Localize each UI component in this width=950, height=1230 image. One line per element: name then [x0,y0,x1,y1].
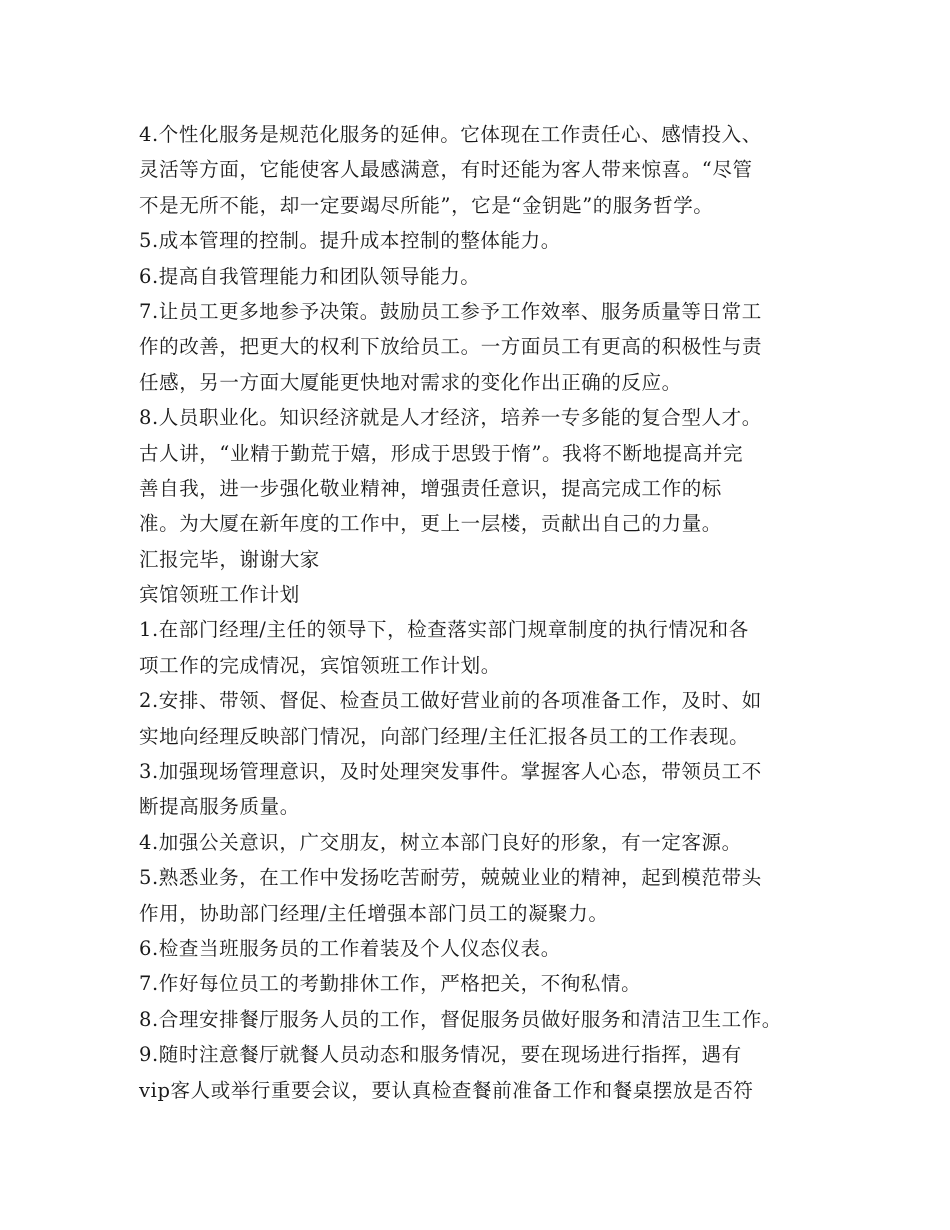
text-line: 4.个性化服务是规范化服务的延伸。它体现在工作责任心、感情投入、 [139,123,762,146]
text-line: 8.合理安排餐厅服务人员的工作，督促服务员做好服务和清洁卫生工作。 [139,1007,782,1031]
text-line: 6.提高自我管理能力和团队领导能力。 [139,264,481,288]
text-line: 6.检查当班服务员的工作着装及个人仪态仪表。 [139,936,561,960]
text-line: 4.加强公关意识，广交朋友，树立本部门良好的形象，有一定客源。 [139,830,742,854]
text-line: 3.加强现场管理意识，及时处理突发事件。掌握客人心态，带领员工不 [139,760,762,784]
text-line: 7.让员工更多地参予决策。鼓励员工参予工作效率、服务质量等日常工 [139,299,762,323]
text-line: 1.在部门经理/主任的领导下，检查落实部门规章制度的执行情况和各 [139,618,749,642]
text-line: 断提高服务质量。 [139,795,300,819]
text-line: 任感，另一方面大厦能更快地对需求的变化作出正确的反应。 [139,370,682,394]
text-line: 汇报完毕，谢谢大家 [139,547,320,571]
text-line: 项工作的完成情况，宾馆领班工作计划。 [139,653,501,677]
text-line: vip客人或举行重要会议，要认真检查餐前准备工作和餐桌摆放是否符 [139,1078,754,1102]
section-title: 宾馆领班工作计划 [139,583,300,607]
text-line: 2.安排、带领、督促、检查员工做好营业前的各项准备工作，及时、如 [139,689,762,713]
text-line: 灵活等方面，它能使客人最感满意，有时还能为客人带来惊喜。“尽管 [139,158,753,182]
text-line: 5.熟悉业务，在工作中发扬吃苦耐劳，兢兢业业的精神，起到模范带头 [139,866,762,890]
text-line: 作的改善，把更大的权利下放给员工。一方面员工有更高的积极性与责 [139,335,763,359]
document-page [139,117,829,1108]
text-line: 不是无所不能，却一定要竭尽所能”，它是“金钥匙”的服务哲学。 [139,193,714,217]
text-line: 古人讲，“业精于勤荒于嬉，形成于思毁于惰”。我将不断地提高并完 [139,441,744,465]
text-line: 作用，协助部门经理/主任增强本部门员工的凝聚力。 [139,901,609,925]
text-line: 善自我，进一步强化敬业精神，增强责任意识，提高完成工作的标 [139,476,722,500]
text-line: 9.随时注意餐厅就餐人员动态和服务情况，要在现场进行指挥，遇有 [139,1043,742,1067]
text-line: 准。为大厦在新年度的工作中，更上一层楼，贡献出自己的力量。 [139,512,722,536]
text-line: 5.成本管理的控制。提升成本控制的整体能力。 [139,229,561,253]
text-line: 8.人员职业化。知识经济就是人才经济，培养一专多能的复合型人才。 [139,406,762,430]
text-line: 实地向经理反映部门情况，向部门经理/主任汇报各员工的工作表现。 [139,724,750,748]
text-line: 7.作好每位员工的考勤排休工作，严格把关，不徇私情。 [139,972,642,996]
